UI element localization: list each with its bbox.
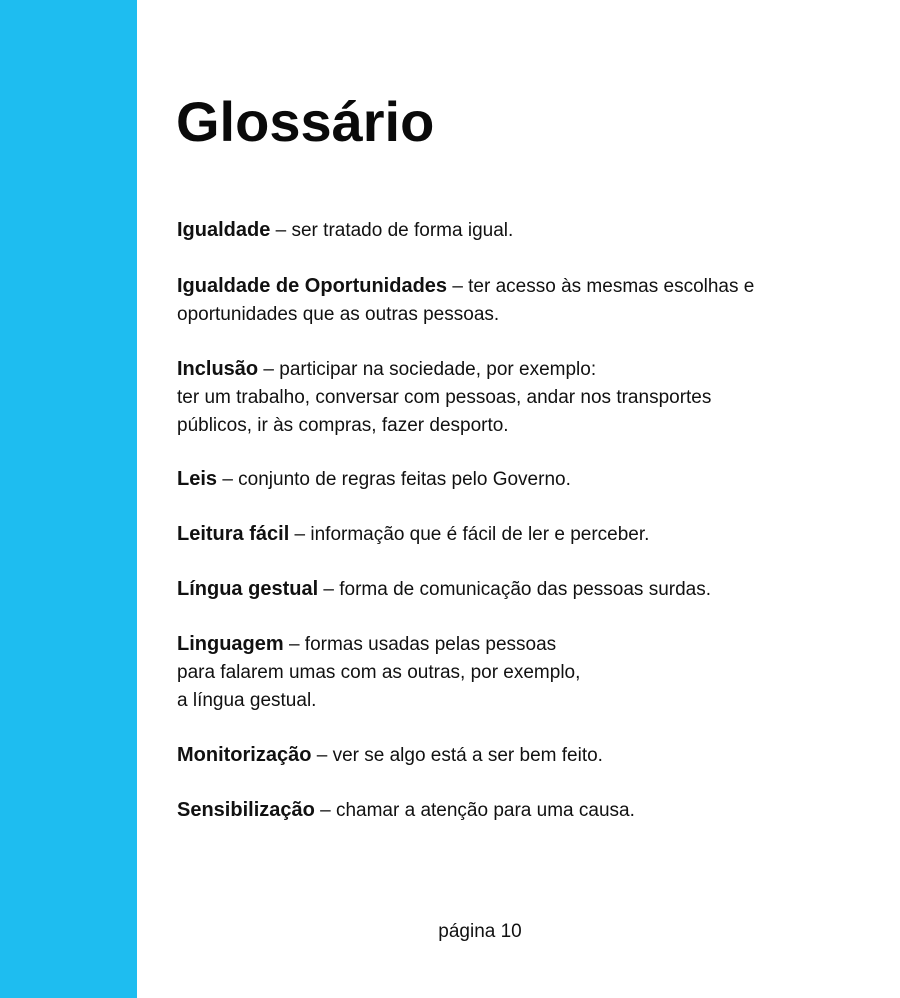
glossary-entry-monitorizacao <box>177 741 817 770</box>
entry-term: Inclusão <box>177 358 259 380</box>
entry-definition: – conjunto de regras feitas pelo Governo. <box>222 469 571 490</box>
entry-term: Língua gestual <box>177 578 319 600</box>
entry-definition-line: oportunidades que as outras pessoas. <box>177 304 500 325</box>
glossary-entry-lingua-gestual <box>177 575 817 604</box>
entry-definition: – chamar a atenção para uma causa. <box>320 800 635 821</box>
entry-definition: – ser tratado de forma igual. <box>275 220 514 241</box>
entry-definition-line: públicos, ir às compras, fazer desporto. <box>177 415 509 436</box>
entry-definition: – informação que é fácil de ler e perceber. <box>294 524 650 545</box>
entry-definition: – formas usadas pelas pessoas <box>288 634 557 655</box>
entry-term: Leitura fácil <box>177 523 290 545</box>
glossary-entry-sensibilizacao <box>177 796 817 825</box>
entry-term: Sensibilização <box>177 799 315 821</box>
entry-term: Igualdade <box>177 219 271 241</box>
glossary-entry-inclusao <box>177 355 817 440</box>
entry-definition: – ter acesso às mesmas escolhas e <box>452 276 755 297</box>
page-number: página 10 <box>438 921 522 942</box>
entry-definition: – ver se algo está a ser bem feito. <box>316 745 603 766</box>
entry-term: Linguagem <box>177 633 284 655</box>
entry-definition: – forma de comunicação das pessoas surdas. <box>323 579 712 600</box>
glossary-entry-igualdade <box>177 216 817 245</box>
entry-term: Leis <box>177 468 218 490</box>
glossary-entry-leitura-facil <box>177 520 817 549</box>
glossary-entry-igualdade-de-oportunidades <box>177 272 817 329</box>
glossary-entry-leis <box>177 465 817 494</box>
glossary-entry-linguagem <box>177 630 817 715</box>
entry-definition-line: a língua gestual. <box>177 690 317 711</box>
page-title: Glossário <box>176 90 435 153</box>
entry-definition-line: para falarem umas com as outras, por exemplo, <box>177 662 581 683</box>
entry-definition: – participar na sociedade, por exemplo: <box>263 359 597 380</box>
entry-definition-line: ter um trabalho, conversar com pessoas, andar nos transportes <box>177 387 712 408</box>
side-color-band <box>0 0 137 998</box>
entry-term: Monitorização <box>177 744 312 766</box>
entry-term: Igualdade de Oportunidades <box>177 275 448 297</box>
